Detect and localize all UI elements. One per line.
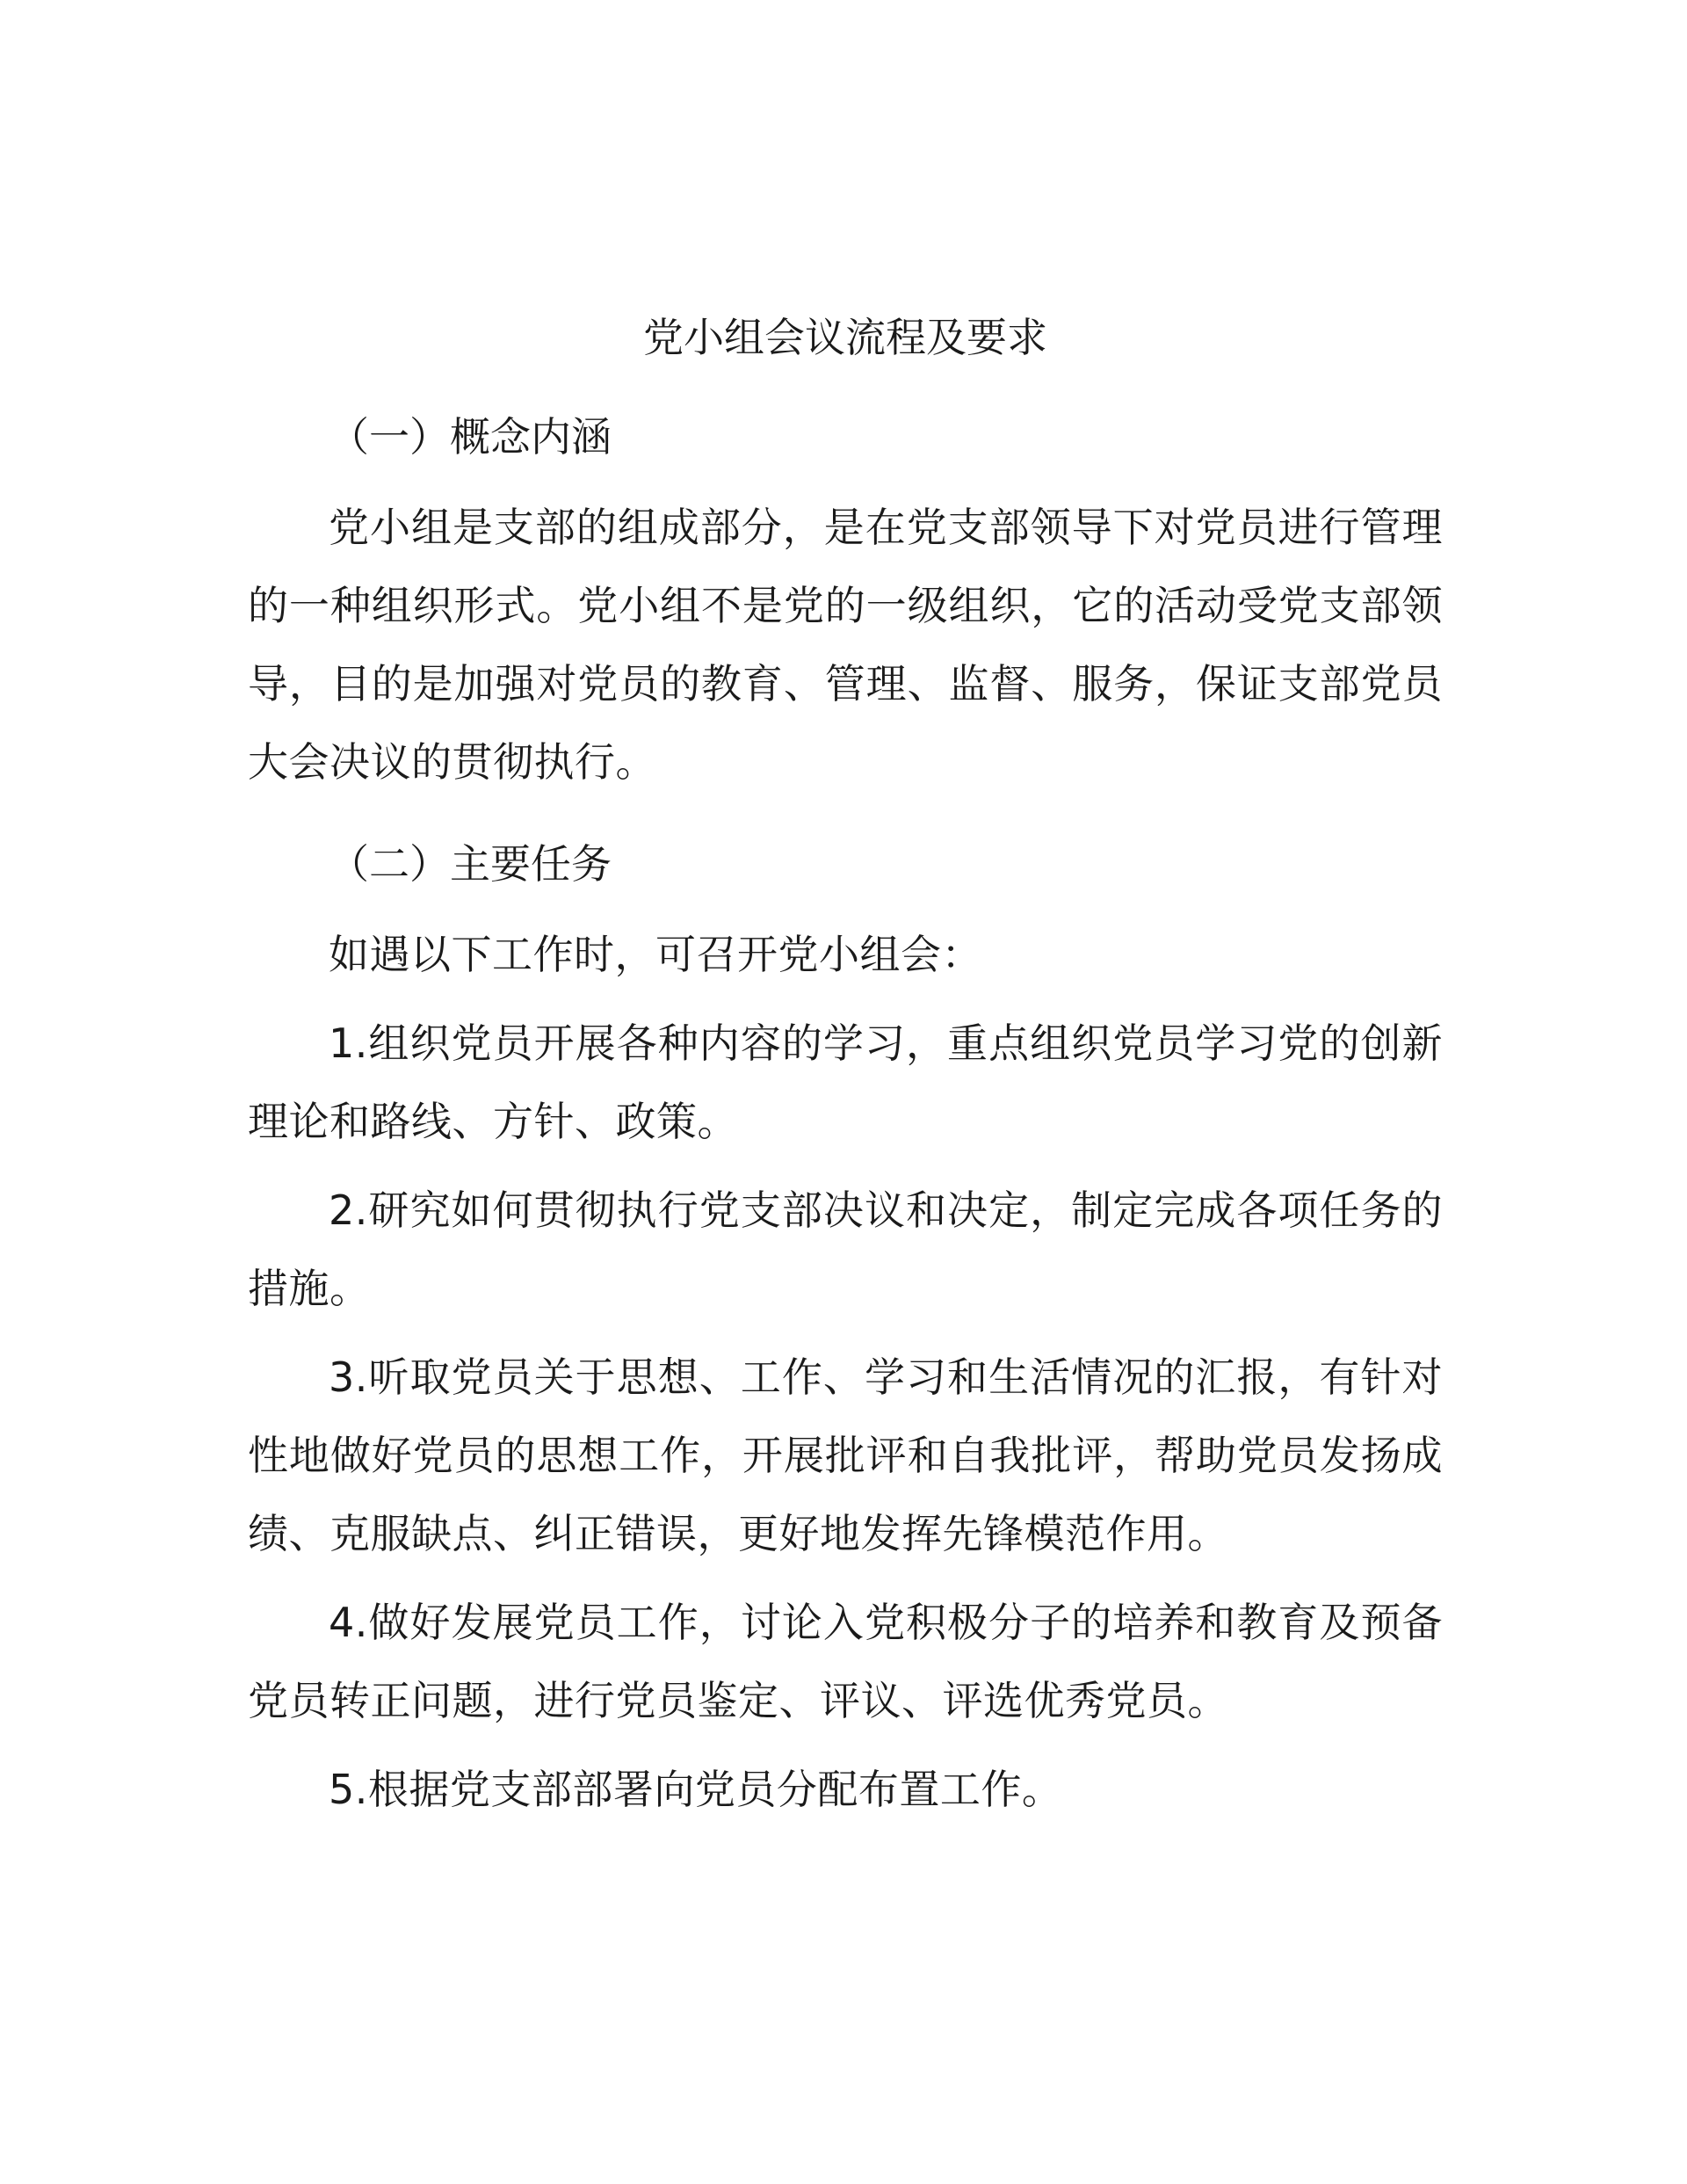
task-item-3: 3.听取党员关于思想、工作、学习和生活情况的汇报，有针对性地做好党员的思想工作，开展批评和自我批评，帮助党员发扬成绩、克服缺点、纠正错误，更好地发挥先锋模范作用。 (248, 1353, 1443, 1557)
task-item-1: 1.组织党员开展各种内容的学习，重点组织党员学习党的创新理论和路线、方针、政策。 (248, 1019, 1443, 1145)
task-item-2: 2.研究如何贯彻执行党支部决议和决定，制定完成各项任务的措施。 (248, 1186, 1443, 1312)
section-heading-concept: （一）概念内涵 (329, 413, 612, 461)
concept-paragraph: 党小组是支部的组成部分，是在党支部领导下对党员进行管理的一种组织形式。党小组不是党的一级组织，它的活动受党支部领导，目的是加强对党员的教育、管理、监督、服务，保证支部党员大会决议的贯彻执行。 (248, 504, 1443, 786)
document-page (248, 290, 1443, 1829)
task-item-5: 5.根据党支部部署向党员分配布置工作。 (329, 1766, 1063, 1813)
section-heading-tasks: （二）主要任务 (329, 840, 612, 888)
tasks-intro: 如遇以下工作时，可召开党小组会： (329, 931, 982, 978)
task-item-4: 4.做好发展党员工作，讨论入党积极分子的培养和教育及预备党员转正问题，进行党员鉴定、评议、评选优秀党员。 (248, 1599, 1443, 1724)
document-title: 党小组会议流程及要求 (643, 314, 1047, 361)
